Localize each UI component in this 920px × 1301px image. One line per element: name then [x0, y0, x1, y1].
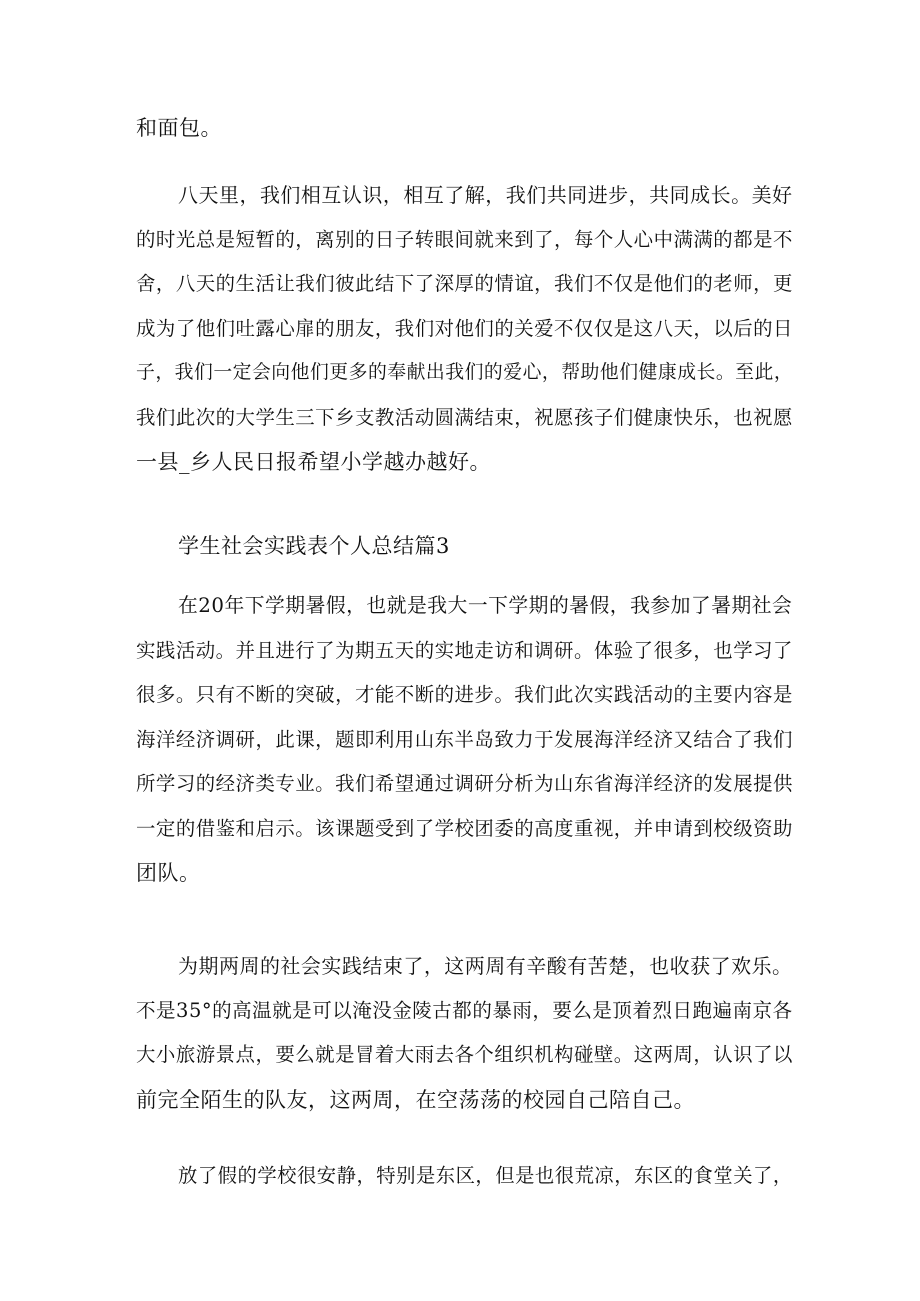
- section-heading: 学生社会实践表个人总结篇3: [178, 534, 450, 558]
- text-line: 团队。: [136, 861, 201, 885]
- paragraph-closing-summary: [136, 173, 792, 485]
- text-line: 和面包。: [136, 116, 222, 140]
- text-line: 海洋经济调研，此课，题即利用山东半岛致力于发展海洋经济又结合了我们: [136, 727, 793, 751]
- text-line: 八天里，我们相互认识，相互了解，我们共同进步，共同成长。美好: [178, 183, 793, 207]
- text-line: 我们此次的大学生三下乡支教活动圆满结束，祝愿孩子们健康快乐，也祝愿: [136, 405, 793, 429]
- text-line: 的时光总是短暂的，离别的日子转眼间就来到了，每个人心中满满的都是不: [136, 227, 793, 251]
- paragraph-quiet-school: [136, 1154, 792, 1199]
- text-line: 大小旅游景点，要么就是冒着大雨去各个组织机构碰壁。这两周，认识了以: [136, 1043, 793, 1066]
- text-line: 实践活动。并且进行了为期五天的实地走访和调研。体验了很多，也学习了: [136, 638, 793, 662]
- text-line: 舍，八天的生活让我们彼此结下了深厚的情谊，我们不仅是他们的老师，更: [136, 272, 793, 295]
- text-line: 子，我们一定会向他们更多的奉献出我们的爱心，帮助他们健康成长。至此，: [136, 362, 794, 383]
- text-line: 成为了他们吐露心扉的朋友，我们对他们的关爱不仅仅是这八天，以后的日: [136, 316, 793, 340]
- text-line: 所学习的经济类专业。我们希望通过调研分析为山东省海洋经济的发展提供: [136, 772, 793, 795]
- text-line: 一县_乡人民日报希望小学越办越好。: [136, 450, 491, 474]
- paragraph-fragment: [136, 106, 792, 151]
- text-line: 为期两周的社会实践结束了，这两周有辛酸有苦楚，也收获了欢乐。: [178, 954, 793, 978]
- text-line: 放了假的学校很安静，特别是东区，但是也很荒凉，东区的食堂关了，: [178, 1164, 793, 1187]
- text-line: 很多。只有不断的突破，才能不断的进步。我们此次实践活动的主要内容是: [136, 683, 793, 706]
- text-line: 在20年下学期暑假，也就是我大一下学期的暑假，我参加了暑期社会: [178, 594, 793, 617]
- text-line: 一定的借鉴和启示。该课题受到了学校团委的高度重视，并申请到校级资助: [136, 816, 793, 840]
- text-line: 前完全陌生的队友，这两周，在空荡荡的校园自己陪自己。: [136, 1087, 695, 1112]
- paragraph-practice-intro: [136, 584, 792, 896]
- paragraph-two-weeks: [136, 944, 792, 1122]
- text-line: 不是35°的高温就是可以淹没金陵古都的暴雨，要么是顶着烈日跑遍南京各: [136, 998, 793, 1022]
